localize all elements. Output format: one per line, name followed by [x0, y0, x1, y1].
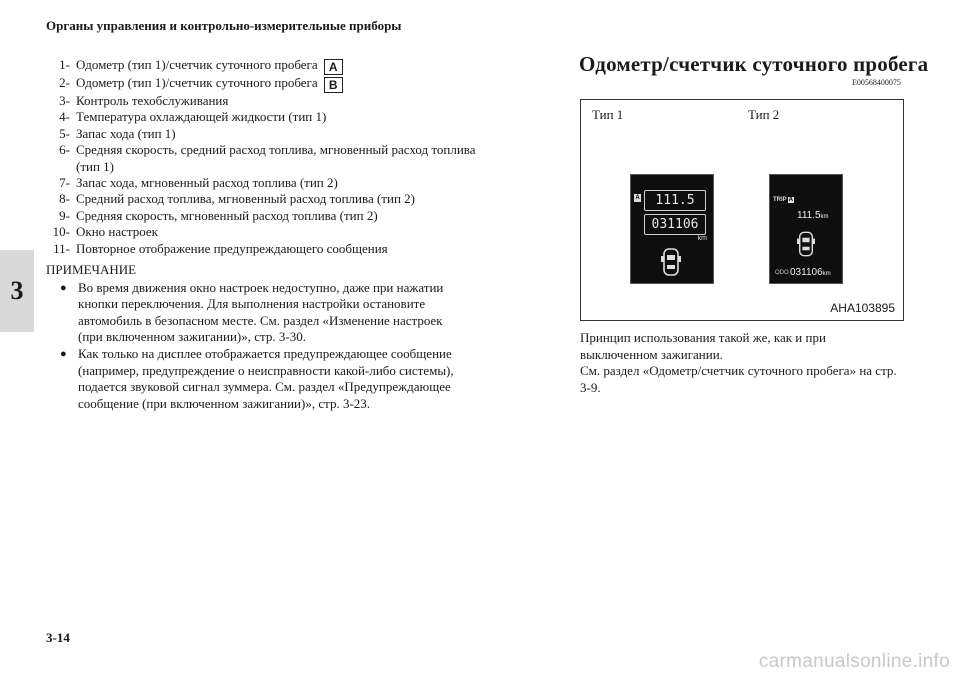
trip-value: 111.5 [644, 190, 706, 211]
list-item-number: 1- [59, 57, 70, 72]
list-item [46, 75, 476, 93]
trip-a-indicator: A [788, 197, 794, 203]
page-header-title: Органы управления и контрольно-измерительные приборы [46, 18, 402, 33]
odo-value: 031106km [790, 267, 831, 278]
list-item-number: 2- [59, 75, 70, 90]
list-item-number: 7- [59, 175, 70, 191]
list-item-text: Средняя скорость, средний расход топлива, мгновенный расход топлива (тип 1) [76, 142, 476, 174]
list-item [46, 57, 476, 75]
body-paragraph: Принцип использования такой же, как и при выключенном зажигании. [580, 330, 826, 362]
badge-b: B [324, 77, 343, 93]
list-item [46, 224, 476, 240]
display-type2 [769, 174, 843, 284]
car-icon [661, 247, 681, 277]
list-item-text: Одометр (тип 1)/счетчик суточного пробега A [76, 57, 476, 75]
odo-label: ODO [775, 270, 789, 276]
badge-a: A [324, 59, 343, 75]
list-item [46, 191, 476, 207]
list-item [46, 126, 476, 142]
bullet-icon: ● [60, 281, 67, 294]
watermark: carmanualsonline.info [758, 651, 950, 672]
legend-list [46, 57, 476, 257]
list-item [46, 241, 476, 257]
note-title: ПРИМЕЧАНИЕ [46, 262, 137, 277]
body-text [580, 330, 900, 396]
list-item [46, 208, 476, 224]
body-paragraph: См. раздел «Одометр/счетчик суточного пробега» на стр. 3-9. [580, 363, 897, 395]
list-item [46, 175, 476, 191]
list-item-text: Запас хода (тип 1) [76, 125, 176, 141]
note-item-text: Как только на дисплее отображается предупреждающее сообщение (например, предупреждение о неисправности какой-либо системы), подается звуковой сигнал зуммера. См. раздел «Предупреждающее сообщение (при включенном зажигании)», стр. 3-23. [78, 345, 454, 411]
odometer-figure [580, 99, 904, 321]
list-item-number: 3- [59, 93, 70, 108]
list-item-number: 4- [59, 109, 70, 125]
list-item-text: Температура охлаждающей жидкости (тип 1) [76, 109, 327, 125]
list-item-text: Повторное отображение предупреждающего сообщения [76, 240, 388, 256]
list-item-text: Одометр (тип 1)/счетчик суточного пробега B [76, 75, 476, 93]
trip-a-indicator: A [635, 195, 640, 201]
list-item-text: Контроль техобслуживания [76, 93, 229, 108]
list-item-text: Запас хода, мгновенный расход топлива (тип 2) [76, 175, 338, 191]
odo-value: 031106 [644, 214, 706, 235]
chapter-tab: 3 [0, 250, 34, 332]
list-item-number: 5- [59, 125, 70, 141]
section-title: Одометр/счетчик суточного пробега [579, 52, 929, 76]
list-item-number: 6- [59, 142, 70, 158]
list-item [46, 142, 476, 175]
trip-label: TRIP A [773, 197, 794, 203]
note-item [60, 346, 466, 412]
list-item-text: Средняя скорость, мгновенный расход топлива (тип 2) [76, 207, 378, 223]
note-item-text: Во время движения окно настроек недоступно, даже при нажатии кнопки переключения. Для выполнения настройки остановите автомобиль в безопасном месте. См. раздел «Изменение настроек (при включенном зажигании)», стр. 3-30. [78, 279, 444, 345]
section-code: E00568400075 [852, 78, 901, 87]
bullet-icon: ● [60, 347, 67, 360]
figure-label-type1: Тип 1 [592, 107, 624, 122]
trip-unit: km [820, 214, 829, 220]
list-item [46, 93, 476, 109]
figure-label-type2: Тип 2 [748, 107, 780, 122]
display-type1 [630, 174, 714, 284]
note-block [46, 262, 466, 412]
page-number: 3-14 [46, 630, 70, 645]
list-item-number: 8- [59, 191, 70, 207]
unit-label: km [697, 235, 707, 242]
car-icon [797, 230, 815, 258]
trip-value: 111.5km [797, 210, 829, 221]
list-item-text: Окно настроек [76, 224, 158, 240]
list-item-text: Средний расход топлива, мгновенный расход топлива (тип 2) [76, 191, 415, 207]
note-item [60, 280, 466, 346]
list-item [46, 109, 476, 125]
list-item-number: 10- [52, 224, 70, 240]
list-item-number: 11- [53, 240, 70, 256]
odo-unit: km [822, 271, 831, 277]
figure-code: AHA103895 [830, 301, 895, 315]
list-item-number: 9- [59, 207, 70, 223]
